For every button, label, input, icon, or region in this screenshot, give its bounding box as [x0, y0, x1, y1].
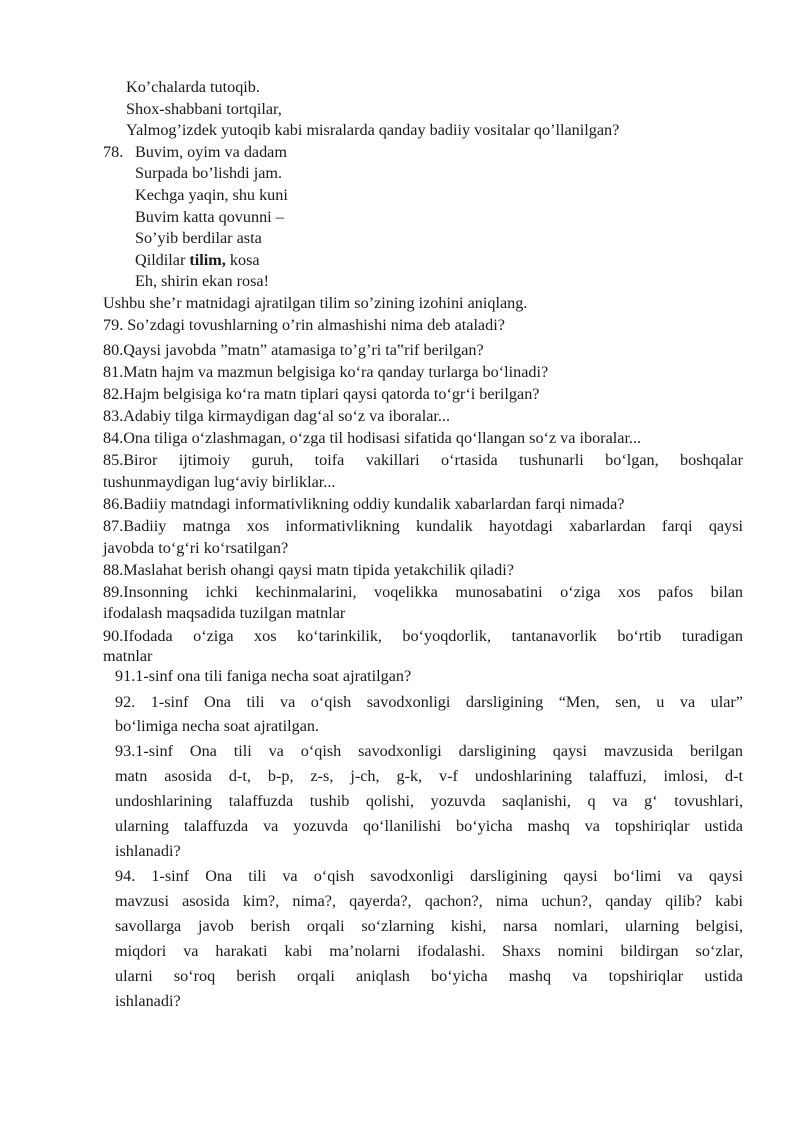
question-94-line: 94. 1-sinf Ona tili va o‘qish savodxonligi darsligining qaysi bo‘limi va qaysi: [115, 867, 743, 885]
question-93-line: ularning talaffuzda va yozuvda qo‘llanilishi bo‘yicha mashq va topshiriqlar ustida: [115, 817, 743, 835]
question-94-line: miqdori va harakati kabi ma’nolarni ifodalashi. Shaxs nomini bildirgan so‘zlar,: [115, 942, 743, 960]
question-91: 91.1-sinf ona tili faniga necha soat ajratilgan?: [115, 667, 412, 685]
poem-line: Buvim, oyim va dadam: [135, 143, 287, 161]
question-85-line: 85.Biror ijtimoiy guruh, toifa vakillari o‘rtasida tushunarli bo‘lgan, boshqalar: [103, 451, 743, 469]
question-83: 83.Adabiy tilga kirmaydigan dag‘al so‘z va iboralar...: [103, 407, 451, 425]
poem-text: Qildilar: [135, 251, 190, 269]
question-92-line: 92. 1-sinf Ona tili va o‘qish savodxonligi darsligining “Men, sen, u va ular”: [115, 693, 743, 711]
poem-line-with-bold-word: [135, 250, 260, 271]
poem-line: So’yib berdilar asta: [135, 229, 262, 247]
question-87-line: javobda to‘g‘ri ko‘rsatilgan?: [103, 539, 289, 557]
question-94-line: mavzusi asosida kim?, nima?, qayerda?, qachon?, nima uchun?, qanday qilib? kabi: [115, 892, 743, 910]
question-92-line: bo‘limiga necha soat ajratilgan.: [115, 717, 320, 735]
question-93-line: ishlanadi?: [115, 842, 181, 860]
question-80: 80.Qaysi javobda ”matn” atamasiga to’g’ri ta‟rif berilgan?: [103, 341, 484, 359]
poem-line: Ko’chalarda tutoqib.: [126, 78, 260, 96]
question-90-line: 90.Ifodada o‘ziga xos ko‘tarinkilik, bo‘yoqdorlik, tantanavorlik bo‘rtib turadigan: [103, 627, 743, 645]
question-94-line: savollarga javob berish orqali so‘zlarning kishi, narsa nomlari, ularning belgisi,: [115, 917, 743, 935]
highlighted-word: tilim,: [189, 251, 226, 269]
question-88: 88.Maslahat berish ohangi qaysi matn tipida yetakchilik qiladi?: [103, 561, 514, 579]
question-84: 84.Ona tiliga o‘zlashmagan, o‘zga til hodisasi sifatida qo‘llangan so‘z va iboralar...: [103, 429, 642, 447]
question-number-78: 78.: [103, 143, 124, 161]
question-85-line: tushunmaydigan lug‘aviy birliklar...: [103, 473, 336, 491]
question-86: 86.Badiiy matndagi informativlikning oddiy kundalik xabarlardan farqi nimada?: [103, 495, 625, 513]
question-93-line: 93.1-sinf Ona tili va o‘qish savodxonligi darsligining qaysi mavzusida berilgan: [115, 742, 743, 760]
poem-text: kosa: [225, 251, 260, 269]
poem-line: Shox-shabbani tortqilar,: [126, 100, 282, 118]
question-89-line: ifodalash maqsadida tuzilgan matnlar: [103, 604, 346, 622]
poem-line: Surpada bo’lishdi jam.: [135, 164, 283, 182]
question-79: 79. So’zdagi tovushlarning o’rin almashishi nima deb ataladi?: [103, 316, 505, 334]
question-82: 82.Hajm belgisiga ko‘ra matn tiplari qaysi qatorda to‘gr‘i berilgan?: [103, 385, 540, 403]
question-87-line: 87.Badiiy matnga xos informativlikning kundalik hayotdagi xabarlardan farqi qaysi: [103, 517, 743, 535]
poem-line: Eh, shirin ekan rosa!: [135, 272, 269, 290]
question-81: 81.Matn hajm va mazmun belgisiga ko‘ra qanday turlarga bo‘linadi?: [103, 363, 549, 381]
question-94-line: ularni so‘roq berish orqali aniqlash bo‘yicha mashq va topshiriqlar ustida: [115, 967, 743, 985]
question-93-line: undoshlarining talaffuzda tushib qolishi, yozuvda saqlanishi, q va g‘ tovushlari,: [115, 792, 743, 810]
question-89-line: 89.Insonning ichki kechinmalarini, voqelikka munosabatini o‘ziga xos pafos bilan: [103, 583, 743, 601]
question-93-line: matn asosida d-t, b-p, z-s, j-ch, g-k, v-f undoshlarining talaffuzi, imlosi, d-t: [115, 767, 743, 785]
question-78-text: Ushbu she’r matnidagi ajratilgan tilim so’zining izohini aniqlang.: [103, 294, 528, 312]
question-94-line: ishlanadi?: [115, 992, 181, 1010]
question-90-line: matnlar: [103, 647, 153, 665]
poem-line: Kechga yaqin, shu kuni: [135, 186, 288, 204]
poem-question-line: Yalmog’izdek yutoqib kabi misralarda qanday badiiy vositalar qo’llanilgan?: [126, 121, 620, 139]
poem-line: Buvim katta qovunni –: [135, 208, 284, 226]
